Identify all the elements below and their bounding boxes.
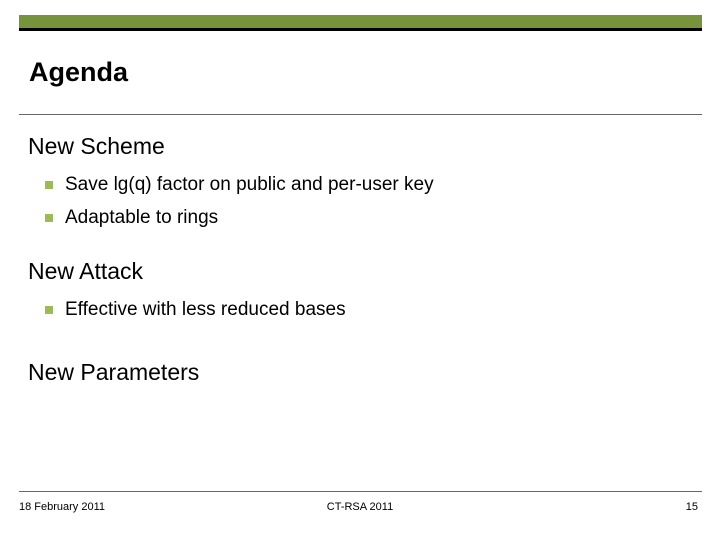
top-accent-bar	[19, 15, 702, 28]
top-accent-underline	[19, 28, 702, 31]
bullet-text: Save lg(q) factor on public and per-user key	[65, 174, 434, 195]
bullet-list-new-scheme	[28, 168, 698, 234]
section-heading-new-attack: New Attack	[28, 258, 144, 284]
slide-title: Agenda	[29, 57, 129, 87]
square-bullet-icon	[45, 181, 53, 189]
title-divider	[19, 114, 702, 115]
section-heading-new-scheme: New Scheme	[28, 133, 165, 159]
bullet-list-new-attack	[28, 293, 698, 326]
section-heading-new-parameters: New Parameters	[28, 359, 200, 385]
footer-date: 18 February 2011	[19, 501, 106, 513]
list-item	[28, 168, 698, 201]
page-number: 15	[685, 501, 698, 513]
footer-divider	[19, 491, 702, 492]
list-item	[28, 293, 698, 326]
slide-content	[28, 131, 698, 387]
bullet-text: Adaptable to rings	[65, 207, 219, 228]
footer-conference: CT-RSA 2011	[326, 501, 394, 513]
list-item	[28, 201, 698, 234]
bullet-text: Effective with less reduced bases	[65, 299, 346, 320]
square-bullet-icon	[45, 306, 53, 314]
square-bullet-icon	[45, 214, 53, 222]
